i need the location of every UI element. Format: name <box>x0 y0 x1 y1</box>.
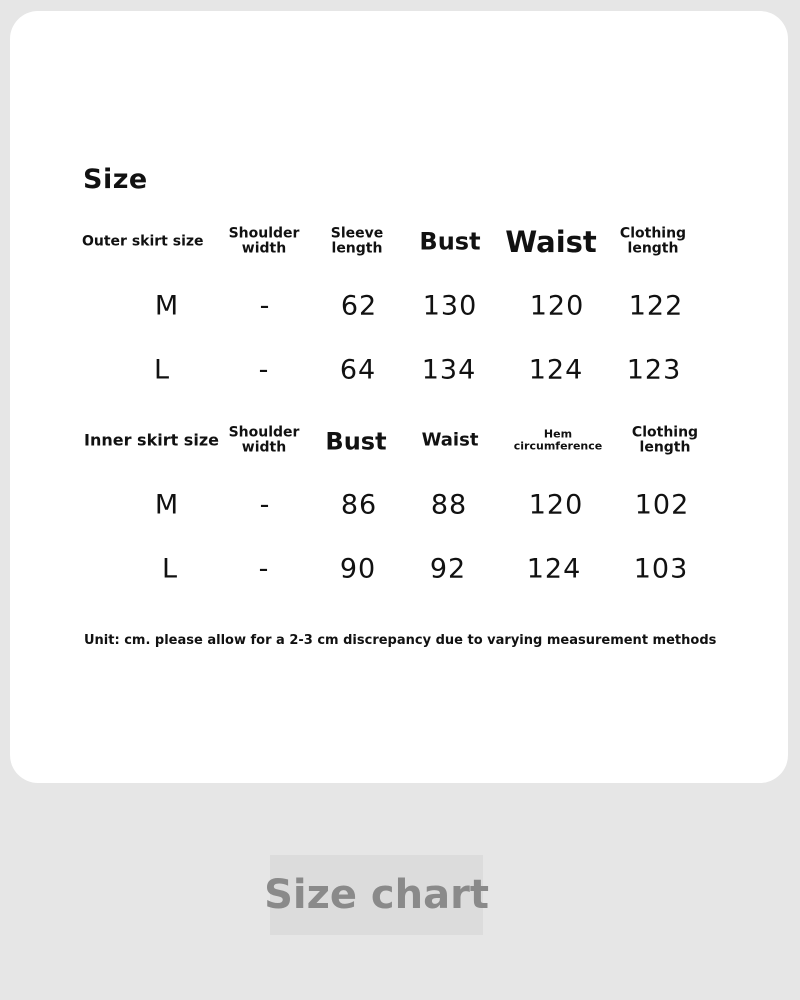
outer-row-1-clothing-length: 122 <box>628 290 684 322</box>
unit-note: Unit: cm. please allow for a 2-3 cm discrepancy due to varying measurement methods <box>84 633 717 648</box>
inner-header-shoulder-width: Shoulder width <box>228 424 300 455</box>
inner-row-2-size: L <box>161 553 179 585</box>
outer-header-waist: Waist <box>505 224 597 259</box>
inner-row-2-clothing-length: 103 <box>633 553 689 585</box>
outer-row-2-waist: 124 <box>528 354 584 386</box>
size-card <box>10 11 788 783</box>
outer-row-1-shoulder: - <box>259 290 271 322</box>
inner-row-1-shoulder: - <box>259 489 271 521</box>
inner-row-1-hem: 120 <box>528 489 584 521</box>
outer-row-1-waist: 120 <box>529 290 585 322</box>
inner-row-1-clothing-length: 102 <box>634 489 690 521</box>
outer-row-1-sleeve: 62 <box>340 290 378 322</box>
size-chart-label: Size chart <box>270 855 483 935</box>
outer-header-bust: Bust <box>419 227 481 256</box>
outer-row-2-sleeve: 64 <box>339 354 377 386</box>
inner-row-2-shoulder: - <box>258 553 270 585</box>
outer-header-sleeve-length: Sleeve length <box>330 225 384 256</box>
page-title: Size <box>83 164 148 195</box>
inner-row-1-bust: 86 <box>340 489 378 521</box>
inner-header-waist: Waist <box>421 429 479 451</box>
inner-header-bust: Bust <box>325 427 387 456</box>
inner-header-clothing-length: Clothing length <box>631 424 699 455</box>
outer-header-shoulder-width: Shoulder width <box>228 225 300 256</box>
outer-header-size: Outer skirt size <box>82 233 204 250</box>
inner-row-2-waist: 92 <box>429 553 467 585</box>
inner-row-2-bust: 90 <box>339 553 377 585</box>
outer-row-2-clothing-length: 123 <box>626 354 682 386</box>
outer-header-clothing-length: Clothing length <box>619 225 687 256</box>
inner-row-2-hem: 124 <box>526 553 582 585</box>
inner-row-1-size: M <box>154 489 180 521</box>
outer-row-1-bust: 130 <box>422 290 478 322</box>
inner-header-size: Inner skirt size <box>84 430 219 450</box>
outer-row-1-size: M <box>154 290 180 322</box>
outer-row-2-bust: 134 <box>421 354 477 386</box>
outer-row-2-shoulder: - <box>258 354 270 386</box>
inner-row-1-waist: 88 <box>430 489 468 521</box>
inner-header-hem-circumference: Hem circumference <box>513 427 603 452</box>
outer-row-2-size: L <box>153 354 171 386</box>
